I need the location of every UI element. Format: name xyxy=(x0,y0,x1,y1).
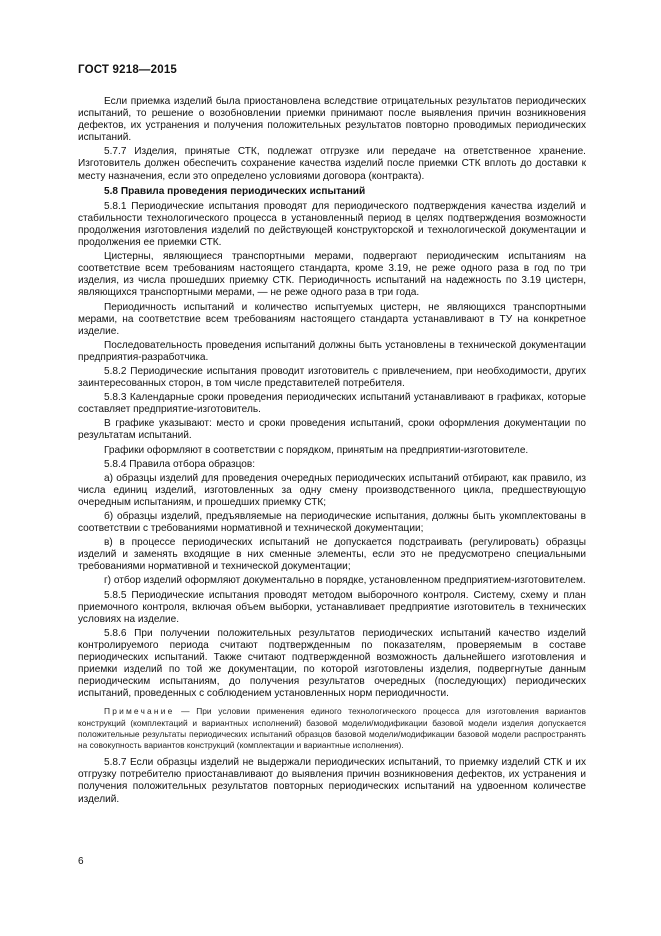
paragraph-5-8-2: 5.8.2 Периодические испытания проводит изготовитель с привлечением, при необходимости, других заинтересованных сторон, в том числе представителей потребителя. xyxy=(78,365,586,390)
list-item-a: а) образцы изделий для проведения очередных периодических испытаний отбирают, как правило, из числа единиц изделий, изготовленных за одну смену производственного цикла, предшествующую очередным испытаниям, и прошедших приемку СТК; xyxy=(78,472,586,508)
paragraph-periodicity: Периодичность испытаний и количество испытуемых цистерн, не являющихся транспортными мерами, на соответствие всем требованиям настоящего стандарта устанавливают в ТУ на конкретное изделие. xyxy=(78,301,586,337)
note-text: — При условии применения единого технологического процесса для изготовления вариантов конструкций (комплектаций и вариантных исполнений) базовой модели/модификации базовой модели изделия допускается положительные результаты периодических испытаний образцов базовой модели/модификации базовой модели распространять на совокупность вариантов конструкций (комплектации и вариантные исполнения). xyxy=(78,706,586,751)
paragraph-5-8-7: 5.8.7 Если образцы изделий не выдержали периодических испытаний, то приемку изделий СТК и их отгрузку потребителю приостанавливают до выявления причин возникновения дефектов, их устранения и получения положительных результатов повторных периодических испытаний на удвоенном количестве изделий. xyxy=(78,757,586,805)
paragraph-resume-acceptance: Если приемка изделий была приостановлена вследствие отрицательных результатов периодических испытаний, то решение о возобновлении приемки принимают после выявления причин возникновения дефектов, их устранения и получения положительных результатов повторно проводимых периодических испытаний. xyxy=(78,96,586,144)
paragraph-sequence: Последовательность проведения испытаний должны быть установлены в технической документации предприятия-разработчика. xyxy=(78,339,586,363)
note xyxy=(78,706,586,751)
document-body xyxy=(78,96,586,808)
paragraph-5-8-6: 5.8.6 При получении положительных результатов периодических испытаний качество изделий контролируемого периода считают подтвержденным по показателям, проверяемым в составе периодических испытаний. Также считают подтвержденной возможность дальнейшего изготовления и приемки изделий по той же документации, по которой изготовлены изделия, подвергнутые данным периодическим испытаниям, до получения результатов очередных (последующих) периодических испытаний, проведенных с соблюдением установленных норм периодичности. xyxy=(78,627,586,700)
paragraph-5-8-5: 5.8.5 Периодические испытания проводят методом выборочного контроля. Систему, схему и план приемочного контроля, включая объем выборки, устанавливает предприятие изготовитель в технических условиях на изделие. xyxy=(78,589,586,625)
list-item-b: б) образцы изделий, предъявляемые на периодические испытания, должны быть укомплектованы в соответствии с требованиями нормативной и технической документации; xyxy=(78,511,586,535)
list-item-g: г) отбор изделий оформляют документально в порядке, установленном предприятием-изготовителем. xyxy=(104,575,586,587)
paragraph-tanks-measures: Цистерны, являющиеся транспортными мерами, подвергают периодическим испытаниям на соответствие всем требованиям настоящего стандарта, кроме 3.19, не реже одного раза в год по три изделия, из числа прошедших приемку СТК. Периодичность испытаний на надежность по 3.19 цистерн, являющихся транспортными мерами, — не реже одного раза в три года. xyxy=(78,251,586,299)
list-item-v: в) в процессе периодических испытаний не допускается подстраивать (регулировать) образцы изделий и заменять входящие в них сменные элементы, если это не предусмотрено специальными требованиями нормативной и технической документации; xyxy=(78,537,586,573)
note-label: Примечание xyxy=(104,706,175,717)
page-number: 6 xyxy=(78,856,84,867)
paragraph-5-8-4: 5.8.4 Правила отбора образцов: xyxy=(104,458,256,470)
section-heading-5-8: 5.8 Правила проведения периодических испытаний xyxy=(104,185,366,197)
paragraph-schedule-contents: В графике указывают: место и сроки проведения испытаний, сроки оформления документации по результатам испытаний. xyxy=(78,418,586,442)
document-header: ГОСТ 9218—2015 xyxy=(78,64,178,76)
paragraph-schedule-format: Графики оформляют в соответствии с порядком, принятым на предприятии-изготовителе. xyxy=(104,444,529,456)
paragraph-5-7-7: 5.7.7 Изделия, принятые СТК, подлежат отгрузке или передаче на ответственное хранение. Изготовитель должен обеспечить сохранение качества изделий после приемки СТК вплоть до доставки к месту назначения, если это определено условиями договора (контракта). xyxy=(78,146,586,182)
paragraph-5-8-3: 5.8.3 Календарные сроки проведения периодических испытаний устанавливают в графиках, которые составляет предприятие-изготовитель. xyxy=(78,392,586,416)
paragraph-5-8-1: 5.8.1 Периодические испытания проводят для периодического подтверждения качества изделий и стабильности технологического процесса в установленный период в целях подтверждения возможности продолжения изготовления изделий по действующей конструкторской и технологической документации и продолжения ее приемки СТК. xyxy=(78,200,586,249)
